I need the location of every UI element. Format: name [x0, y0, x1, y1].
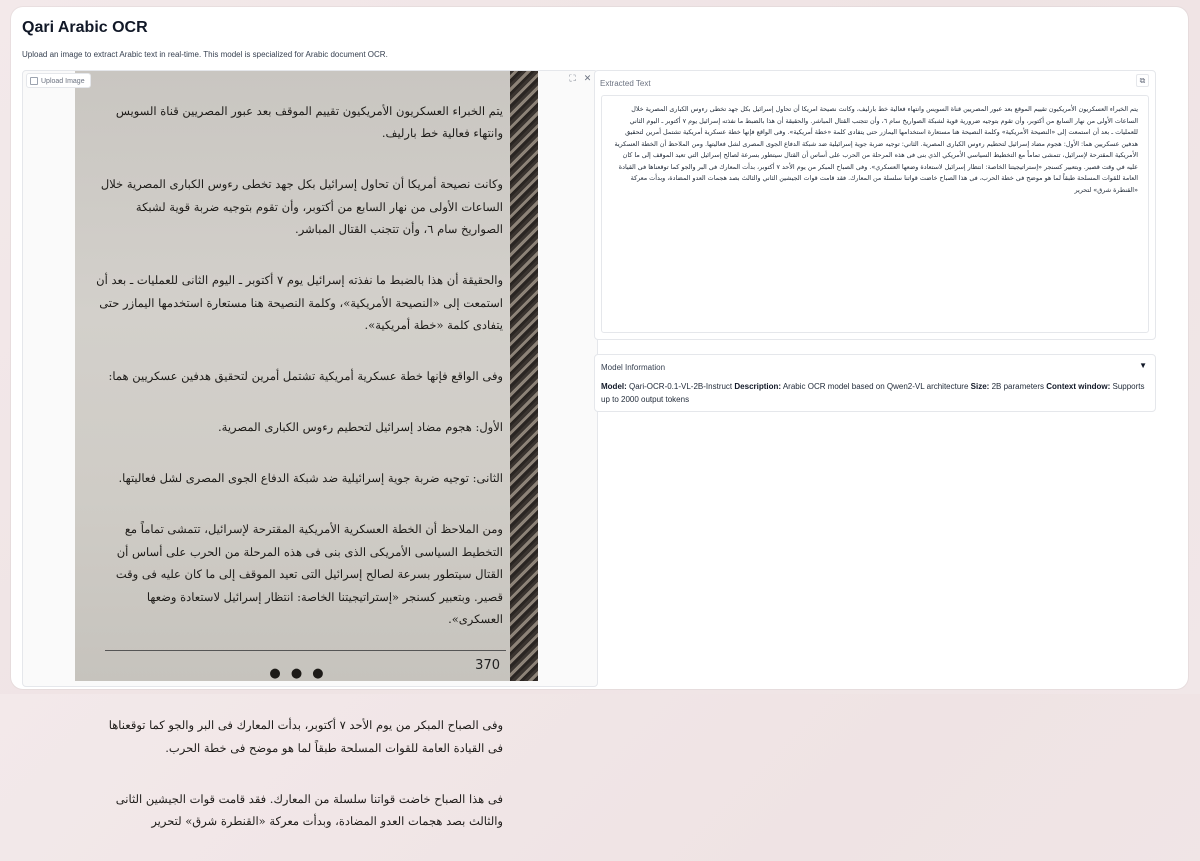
page-paragraph: الثانى: توجيه ضربة جوية إسرائيلية ضد شبكة الدفاع الجوى المصرى لشل فعاليتها. — [118, 471, 503, 485]
page-subtitle: Upload an image to extract Arabic text in real-time. This model is specialized for Arabic document OCR. — [22, 50, 388, 59]
size-label: Size: — [970, 382, 990, 391]
page-text — [93, 77, 503, 861]
page-paragraph: ومن الملاحظ أن الخطة العسكرية الأمريكية المقترحة لإسرائيل، تتمشى تماماً مع التخطيط السياسى الأمريكى الذى بنى فى هذه المرحلة من الحرب على أساس أن القتال سيتطور بسرعة لصالح إسرائيل التى تعيد الموقف إلى ما كان عليه فى وقت قصير. وبتعبير كسنجر «إستراتيجيتنا الخاصة: انتظار إسرائيل لاستعادة وضعها العسكرى». — [115, 522, 503, 626]
context-window-value: Supports up to 2000 output tokens — [601, 382, 1145, 404]
extracted-text-label: Extracted Text — [600, 79, 651, 88]
app-container — [11, 7, 1188, 828]
page-paragraph: وفى الواقع فإنها خطة عسكرية أمريكية تشتمل أمرين لتحقيق هدفين عسكريين هما: — [108, 369, 503, 383]
upload-image-label-text: Upload Image — [41, 77, 85, 85]
extracted-text-output[interactable]: يتم الخبراء العسكريون الأمريكيون تقييم الموقع بعد عبور المصريين قناة السويس وانتهاء فعالية خط بارليف، وكانت نصيحة امريكا أن تحاول إسرائيل بكل جهد تخطى رءوس الكبارى المصرية خلال الساعات الأولى من نهار السابع من أكتوبر، وأن تقوم بتوجيه ضرورية قوية لشبكة الصواريخ سام ٦، وأن تتجنب القتال المباشر. والحقيقة أن هذا بالضبط ما نفذته إسرائيل يوم ٧ أكتوبر ـ اليوم الثاني للعمليات ـ بعد أن استمعت إلى «النصيحة الأمريكية» وكلمة النصيحة هنا مستعارة استخدامها اليمازر حتى يتفادى كلمة «خطة أمريكية». وفى الواقع فإنها خطة عسكرية أمريكية تشتمل أمرين لتحقيق هدفين عسكريين هما: الأول: هجوم مضاد إسرائيل لتحطيم رءوس الكبارى المصرية. الثاني: توجيه ضربة جوية إسرائيلية ضد شبكة الدفاع الجوى المصرى لشل فعاليتها. ومن الملاحظ أن الخطة العسكرية الأمريكية المقترحة لإسرائيل، تتمشى تماماً مع التخطيط السياسي الأمريكي الذي بنى فى هذه المرحلة من الحرب على أساس أن القتال سيتطور بسرعة لصالح إسرائيل التي تعيد الموقف إلى ما كان عليه في وقت قصير. وبتعبير كسنجر «إستراتيجيتنا الخاصة: انتظار إسرائيل لاستعادة وضعها العسكري». وفى الصباح المبكر من يوم الأحد ٧ أكتوبر، بدأت المعارك فى البر والجو كما توقعناها فى القيادة العامة للقوات المسلحة طبقاً لما هو موضح فى خطة الحرب، فى هذا الصباح خاضت قواتنا سلسلة من المعارك. فقد قامت قوات الجيشين الثاني والثالث بصد هجمات العدو المضادة، وبدأت معركة «القنطرة شرق» لتحرير — [601, 95, 1149, 333]
page-paragraph: وكانت نصيحة أمريكا أن تحاول إسرائيل بكل جهد تخطى رءوس الكبارى المصرية خلال الساعات الأولى من نهار السابع من أكتوبر، وأن تقوم بتوجيه ضربة قوية لشبكة الصواريخ سام ٦، وأن تتجنب القتال المباشر. — [100, 177, 503, 236]
uploaded-image — [75, 71, 532, 828]
description-label: Description: — [734, 382, 782, 391]
page-paragraph: الأول: هجوم مضاد إسرائيل لتحطيم رءوس الكبارى المصرية. — [218, 420, 503, 434]
page-rule — [105, 650, 506, 651]
model-value: Qari-OCR-0.1-VL-2B-Instruct — [629, 382, 733, 391]
model-information-accordion[interactable] — [594, 354, 1156, 412]
section-divider: ● ● ● — [269, 666, 327, 681]
size-value: 2B parameters — [991, 382, 1045, 391]
image-upload-panel[interactable] — [22, 70, 598, 828]
chevron-down-icon[interactable]: ▼ — [1139, 361, 1147, 370]
page-title: Qari Arabic OCR — [22, 19, 148, 36]
model-information-body — [601, 380, 1149, 406]
page-paragraph: يتم الخبراء العسكريون الأمريكيون تقييم الموقف بعد عبور المصريين قناة السويس وانتهاء فعالية خط بارليف. — [115, 103, 503, 140]
page-paragraph: والحقيقة أن هذا بالضبط ما نفذته إسرائيل يوم ٧ أكتوبر ـ اليوم الثانى للعمليات ـ بعد أن استمعت إلى «النصيحة الأمريكية»، وكلمة النصيحة هنا مستعارة استخدمها اليمازر حتى يتفادى كلمة «خطة أمريكية». — [96, 273, 503, 332]
fullscreen-icon[interactable]: ⛶ — [569, 73, 576, 83]
book-edge-decoration — [510, 71, 538, 681]
image-panel-tools — [567, 73, 593, 84]
context-window-label: Context window: — [1046, 382, 1111, 391]
model-label: Model: — [601, 382, 627, 391]
copy-icon[interactable]: ⧉ — [1136, 74, 1149, 87]
image-icon — [30, 77, 38, 85]
page-number: 370 — [475, 658, 500, 673]
close-icon[interactable]: ✕ — [583, 73, 592, 83]
upload-image-label — [26, 73, 91, 88]
extracted-text-panel — [594, 70, 1156, 340]
page-paragraph: فى هذا الصباح خاضت قواتنا سلسلة من المعارك. فقد قامت قوات الجيشين الثانى والثالث بصد هجمات العدو المضادة، وبدأت معركة «القنطرة شرق» لتحرير — [115, 791, 503, 828]
model-information-header[interactable]: Model Information — [601, 363, 666, 372]
description-value: Arabic OCR model based on Qwen2-VL architecture — [782, 382, 969, 391]
page-paragraph: وفى الصباح المبكر من يوم الأحد ٧ أكتوبر، بدأت المعارك فى البر والجو كما توقعناها فى القيادة العامة للقوات المسلحة طبقاً لما هو موضح فى خطة الحرب. — [108, 718, 503, 755]
